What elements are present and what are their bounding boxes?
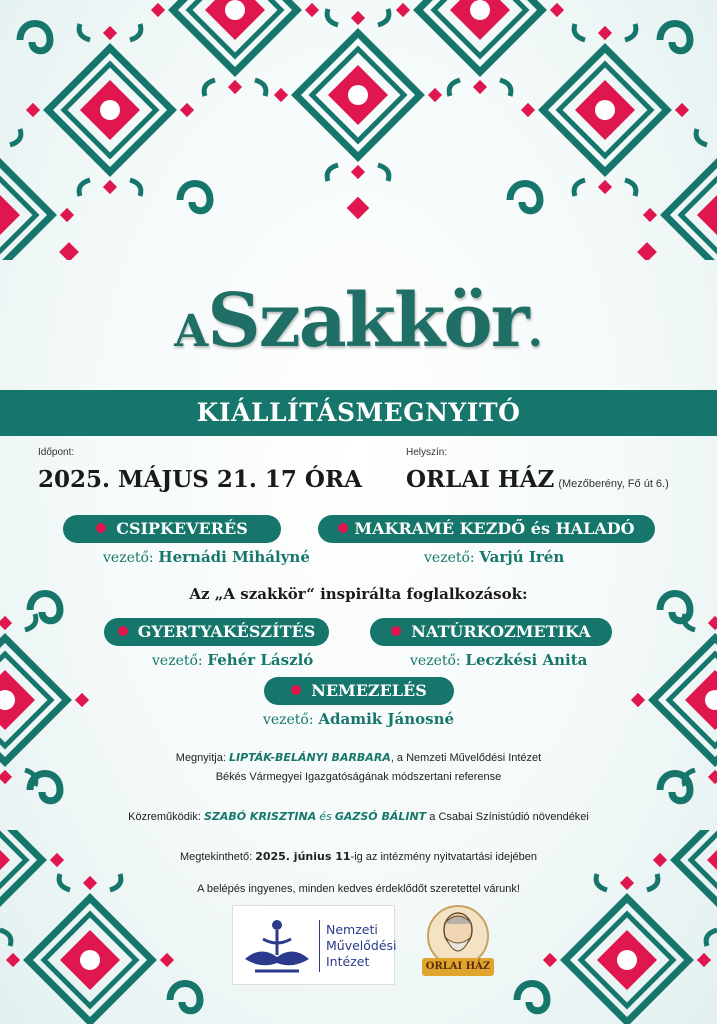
workshop-name: NEMEZELÉS bbox=[311, 681, 427, 700]
nmi-emblem-icon bbox=[237, 911, 317, 981]
workshop-pill-naturkozmetika bbox=[370, 618, 612, 646]
venue bbox=[406, 466, 669, 493]
nmi-logo bbox=[232, 905, 395, 985]
leader-name: Leczkési Anita bbox=[465, 651, 588, 669]
leader-name: Adamik Jánosné bbox=[318, 710, 455, 728]
venue-label: Helyszín: bbox=[406, 447, 448, 458]
bullet-icon bbox=[96, 523, 106, 533]
orlai-haz-logo bbox=[418, 902, 498, 992]
workshop-name: CSIPKEVERÉS bbox=[116, 519, 248, 538]
contributors-and: és bbox=[319, 810, 332, 823]
workshop-pill-makrame bbox=[318, 515, 655, 543]
ornament-top bbox=[0, 0, 717, 260]
leader-label: vezető: bbox=[262, 712, 314, 728]
bullet-icon bbox=[291, 685, 301, 695]
leader-name: Fehér László bbox=[207, 651, 314, 669]
poster-title bbox=[0, 278, 717, 364]
workshop-pill-csipkeveres bbox=[63, 515, 281, 543]
contributors-line bbox=[0, 810, 717, 823]
orlai-logo-text: ORLAI HÁZ bbox=[425, 961, 491, 972]
opening-prefix: Megnyitja: bbox=[175, 752, 226, 764]
contributors-prefix: Közreműködik: bbox=[128, 811, 201, 823]
leader-name: Hernádi Mihályné bbox=[158, 548, 310, 566]
workshop-leader bbox=[63, 548, 343, 566]
title-prefix: A bbox=[174, 306, 208, 357]
nmi-line1: Nemzeti bbox=[326, 922, 378, 937]
workshop-pill-nemezeles bbox=[264, 677, 454, 705]
workshop-leader bbox=[0, 710, 717, 728]
opening-line-2: Békés Vármegyei Igazgatóságának módszertani referense bbox=[215, 771, 502, 783]
opening-person: LIPTÁK-BELÁNYI BARBARA bbox=[228, 751, 391, 764]
workshop-leader bbox=[104, 651, 344, 669]
workshop-name: MAKRAMÉ KEZDŐ és HALADÓ bbox=[354, 519, 635, 538]
contributor-1: SZABÓ KRISZTINA bbox=[203, 810, 317, 823]
logo-separator bbox=[319, 920, 320, 972]
bullet-icon bbox=[338, 523, 348, 533]
date-value: 2025. MÁJUS 21. 17 ÓRA bbox=[38, 466, 362, 493]
viewing-suffix: -ig az intézmény nyitvatartási idejében bbox=[350, 851, 538, 863]
ornament-right bbox=[610, 590, 717, 820]
leader-name: Varjú Irén bbox=[479, 548, 565, 566]
viewing-line bbox=[0, 850, 717, 863]
leader-label: vezető: bbox=[152, 653, 203, 669]
bullet-icon bbox=[391, 626, 401, 636]
title-suffix: . bbox=[527, 306, 543, 357]
workshop-name: GYERTYAKÉSZÍTÉS bbox=[137, 622, 316, 641]
leader-label: vezető: bbox=[424, 550, 475, 566]
nmi-line3: Intézet bbox=[326, 954, 370, 969]
bullet-icon bbox=[118, 626, 128, 636]
nmi-line2: Művelődési bbox=[326, 938, 397, 953]
workshop-name: NATÚRKOZMETIKA bbox=[411, 622, 591, 641]
contributors-suffix: a Csabai Színistúdió növendékei bbox=[429, 811, 589, 823]
leader-label: vezető: bbox=[103, 550, 154, 566]
banner-kiallitasmegnyito: KIÁLLÍTÁSMEGNYITÓ bbox=[0, 390, 717, 436]
entry-line: A belépés ingyenes, minden kedves érdeklődőt szeretettel várunk! bbox=[197, 883, 520, 895]
contributor-2: GAZSÓ BÁLINT bbox=[334, 810, 427, 823]
ornament-left bbox=[0, 590, 90, 820]
workshop-leader bbox=[370, 651, 630, 669]
orlai-banner bbox=[422, 958, 494, 976]
viewing-prefix: Megtekinthető: bbox=[179, 851, 253, 863]
inspired-heading: Az „A szakkör“ inspirálta foglalkozások: bbox=[189, 585, 528, 603]
venue-address: (Mezőberény, Fő út 6.) bbox=[558, 478, 669, 490]
workshop-leader bbox=[400, 548, 650, 566]
opening-suffix: , a Nemzeti Művelődési Intézet bbox=[390, 752, 542, 764]
venue-value: ORLAI HÁZ bbox=[406, 466, 555, 493]
workshop-pill-gyertyakeszites bbox=[104, 618, 329, 646]
title-main: Szakkör bbox=[207, 278, 528, 364]
viewing-date: 2025. június 11 bbox=[255, 850, 351, 863]
opening-line bbox=[0, 751, 717, 764]
date-label: Időpont: bbox=[38, 447, 75, 458]
nmi-logo-text bbox=[326, 922, 397, 970]
leader-label: vezető: bbox=[410, 653, 461, 669]
